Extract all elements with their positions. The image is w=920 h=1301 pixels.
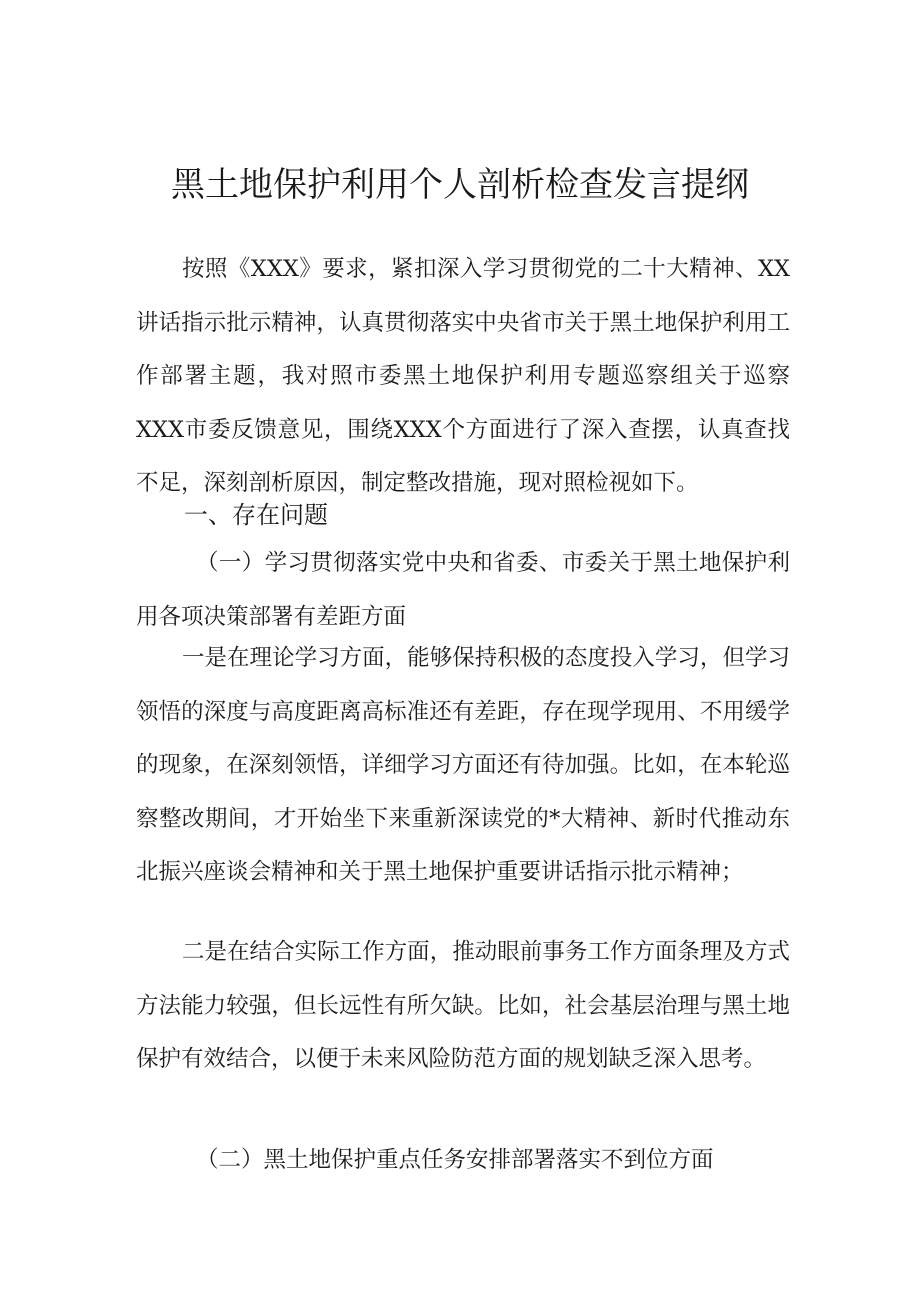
subsection-heading-1: （一）学习贯彻落实党中央和省委、市委关于黑土地保护利用各项决策部署有差距方面 bbox=[136, 550, 790, 630]
point-paragraph-1: 一是在理论学习方面，能够保持积极的态度投入学习，但学习领悟的深度与高度距离高标准还有差距，存在现学现用、不用缓学的现象，在深刻领悟，详细学习方面还有待加强。比如，在本轮巡察整改期间，才开始坐下来重新深读党的*大精神、新时代推动东北振兴座谈会精神和关于黑土地保护重要讲话指示批示精神； bbox=[136, 645, 790, 885]
intro-paragraph: 按照《XXX》要求，紧扣深入学习贯彻党的二十大精神、XX讲话指示批示精神，认真贯彻落实中央省市关于黑土地保护利用工作部署主题，我对照市委黑土地保护利用专题巡察组关于巡察XXX市委反馈意见，围绕XXX个方面进行了深入查摆，认真查找不足，深刻剖析原因，制定整改措施，现对照检视如下。 bbox=[136, 256, 790, 496]
subsection-heading-2: （二）黑土地保护重点任务安排部署落实不到位方面 bbox=[196, 1147, 714, 1173]
document-title: 黑土地保护利用个人剖析检查发言提纲 bbox=[171, 165, 749, 205]
point-paragraph-2: 二是在结合实际工作方面，推动眼前事务工作方面条理及方式方法能力较强，但长远性有所欠缺。比如，社会基层治理与黑土地保护有效结合，以便于未来风险防范方面的规划缺乏深入思考。 bbox=[136, 939, 790, 1072]
section-heading-problems: 一、存在问题 bbox=[184, 501, 328, 529]
